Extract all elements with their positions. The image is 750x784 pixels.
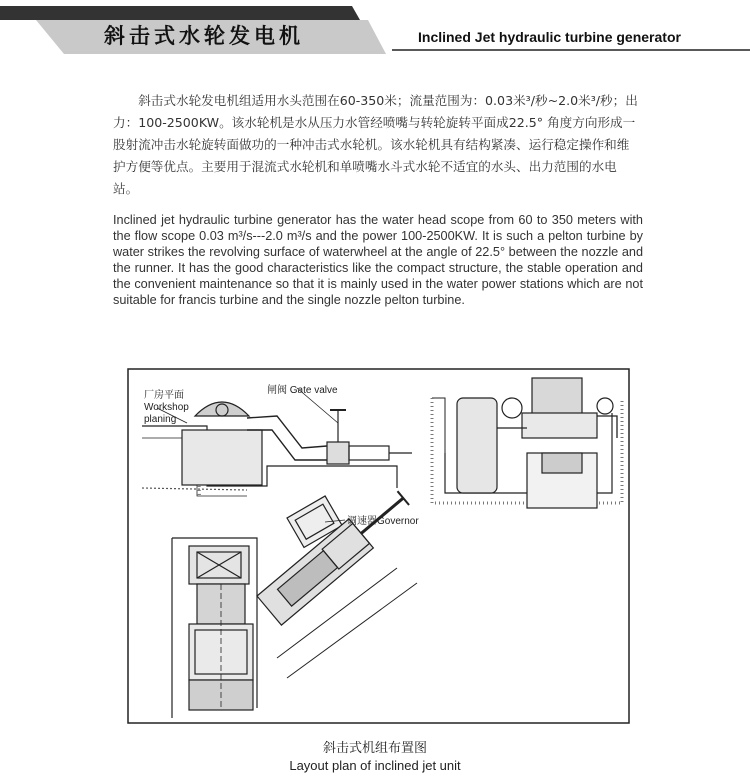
- label-governor: 调速器Governor: [347, 516, 419, 527]
- figure-caption-en: Layout plan of inclined jet unit: [289, 758, 461, 773]
- page-title-en: Inclined Jet hydraulic turbine generator: [418, 29, 681, 45]
- label-gate-valve: 闸阀 Gate valve: [267, 385, 338, 396]
- header-banner: [0, 0, 750, 56]
- page-title-cn: 斜击式水轮发电机: [104, 24, 304, 48]
- label-workshop-cn: 厂房平面: [144, 390, 184, 401]
- figure-caption-cn: 斜击式机组布置图: [322, 741, 427, 756]
- side-view: [432, 378, 622, 508]
- description-cn: 斜击式水轮发电机组适用水头范围在60-350米；流量范围为：0.03米³/秒~2.0米³/秒；出力：100-2500KW。该水轮机是水从压力水管经喷嘴与转轮旋转平面成22.5° 角度方向形成一股射流冲击水轮旋转面做功的一种冲击式水轮机。该水轮机具有结构紧凑、运行稳定操作和维护方便等优点。主要用于混流式水轮机和单喷嘴水斗式水轮不适宜的水头、出力范围的水电站。: [113, 93, 638, 196]
- layout-drawing: [127, 368, 630, 724]
- header-dark-bar: [0, 6, 360, 20]
- label-workshop-en-2: planing: [144, 414, 177, 425]
- label-workshop-en-1: Workshop: [144, 402, 189, 413]
- description-en: Inclined jet hydraulic turbine generator has the water head scope from 60 to 350 meters with the flow scope 0.03 m³/s---2.0 m³/s and the power 100-2500KW. It is such a pelton turbine by water strikes the revolving surface of waterwheel at the angle of 22.5° between the nozzle and the runner. It has the good characteristics like the compact structure, the stable operation and the convenient maintenance so that it is mainly used in the water power stations which are not suitable for francis turbine and the single nozzle pelton turbine.: [113, 213, 643, 307]
- layout-drawing-svg: [127, 368, 630, 724]
